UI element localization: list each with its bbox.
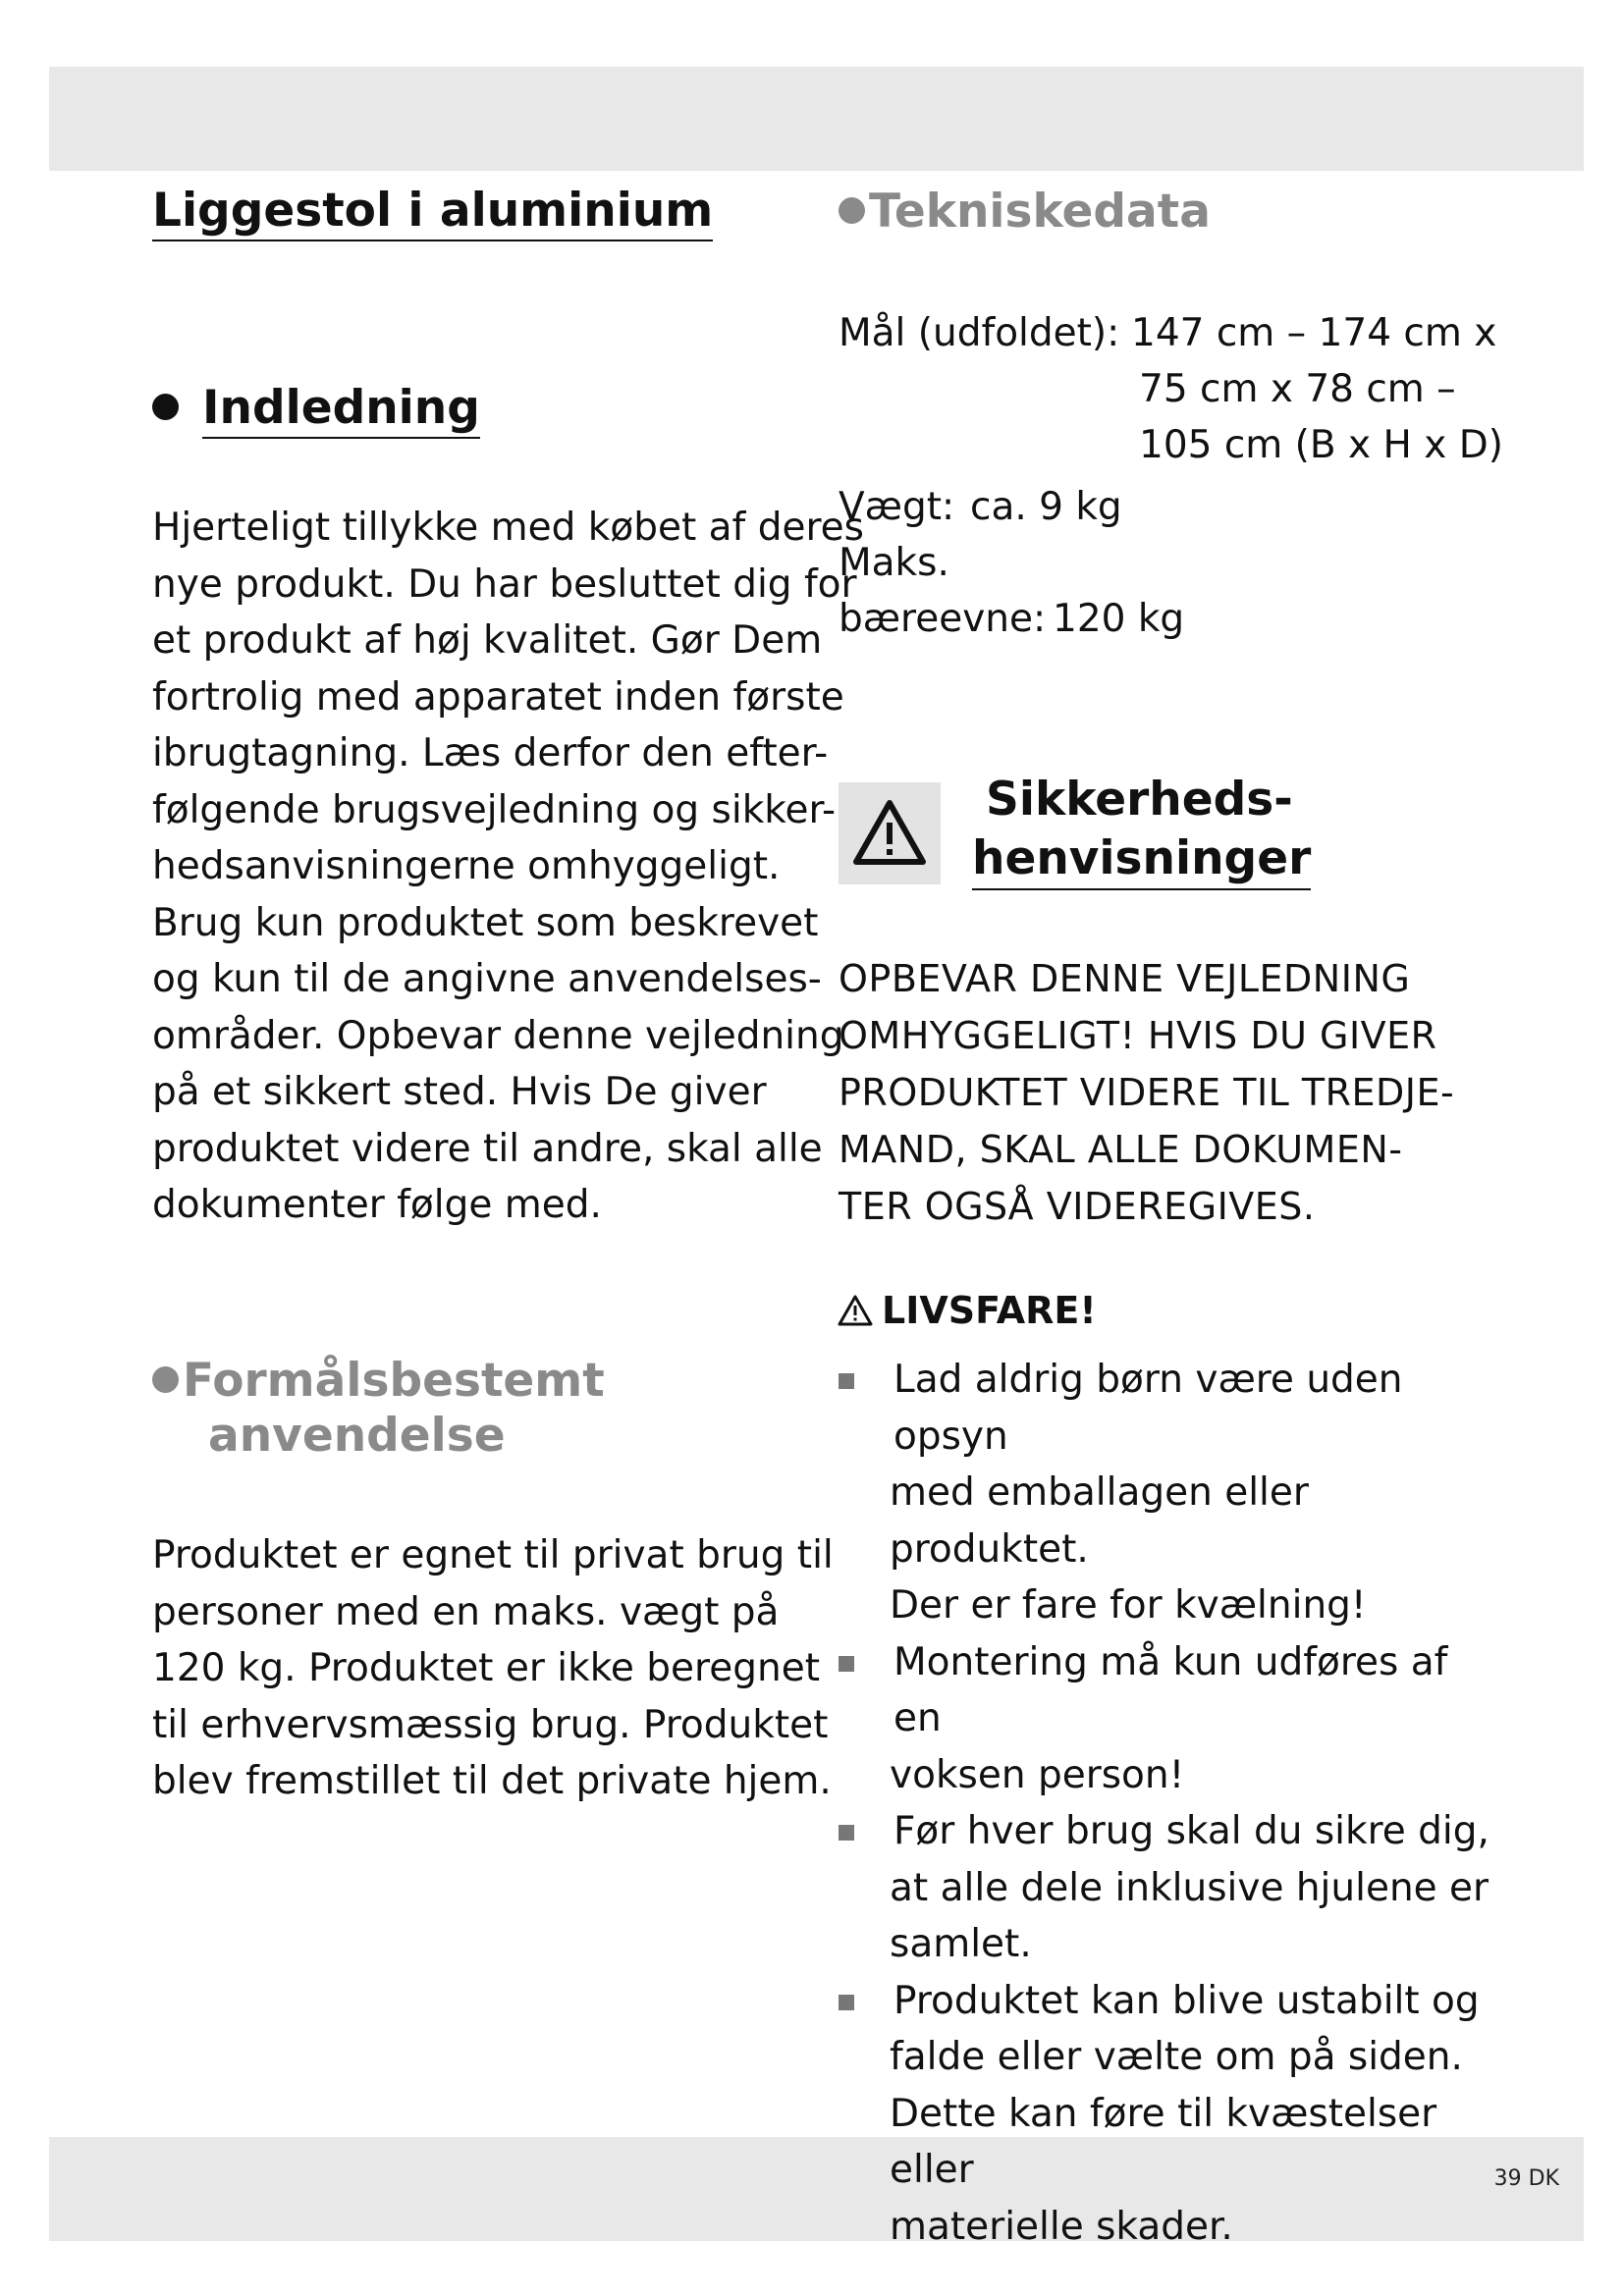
intended-use-text-line: 120 kg. Produktet er ikke beregnet	[152, 1646, 820, 1690]
spec-dimensions-line3: 105 cm (B x H x D)	[1139, 423, 1503, 467]
danger-label	[837, 1289, 1097, 1332]
spec-dimensions-line2: 75 cm x 78 cm –	[1139, 367, 1456, 411]
technical-data-heading	[839, 185, 1211, 240]
document-title: Liggestol i aluminium	[152, 185, 713, 241]
intro-text-line: fortrolig med apparatet inden første	[152, 674, 844, 720]
intended-use-paragraph	[152, 1527, 834, 1810]
warning-box	[839, 782, 941, 884]
intro-paragraph	[152, 500, 864, 1234]
safety-bullet-line: samlet.	[890, 1922, 1032, 1966]
intro-text-line: dokumenter følge med.	[152, 1183, 602, 1227]
square-bullet-icon	[839, 1373, 854, 1389]
safety-bullet-line: Lad aldrig børn være uden opsyn	[893, 1358, 1403, 1459]
technical-data-heading-label: Tekniskedata	[869, 185, 1211, 239]
intro-text-line: Brug kun produktet som beskrevet	[152, 900, 819, 945]
intro-text-line: Hjerteligt tillykke med købet af deres	[152, 506, 864, 550]
intro-text-line: følgende brugsvejledning og sikker-	[152, 787, 837, 832]
safety-notice-line: PRODUKTET VIDERE TIL TREDJE-	[839, 1071, 1455, 1114]
bullet-dot-icon	[839, 197, 865, 224]
bullet-dot-icon	[152, 1366, 179, 1393]
safety-bullet-line: at alle dele inklusive hjulene er	[890, 1865, 1489, 1910]
safety-notice	[839, 950, 1454, 1235]
safety-bullet-line: Montering må kun udføres af en	[893, 1639, 1448, 1740]
intro-text-line: og kun til de angivne anvendelses-	[152, 957, 822, 1001]
intended-use-text-line: blev fremstillet til det private hjem.	[152, 1759, 832, 1803]
safety-bullet-line: falde eller vælte om på siden.	[890, 2035, 1463, 2079]
intro-text-line: ibrugtagning. Læs derfor den efter-	[152, 731, 829, 775]
spec-capacity-label1: Maks.	[839, 541, 949, 585]
intended-use-text-line: personer med en maks. vægt på	[152, 1589, 780, 1634]
warning-triangle-icon	[852, 798, 927, 867]
safety-notice-line: MAND, SKAL ALLE DOKUMEN-	[839, 1128, 1403, 1171]
safety-notice-line: OPBEVAR DENNE VEJLEDNING	[839, 957, 1411, 1000]
safety-bullet-list	[839, 1352, 1506, 2255]
warning-triangle-icon	[837, 1294, 874, 1327]
square-bullet-icon	[839, 1995, 854, 2010]
intended-use-text-line: til erhvervsmæssig brug. Produktet	[152, 1702, 829, 1747]
safety-bullet-line: materielle skader.	[890, 2204, 1233, 2249]
intro-text-line: et produkt af høj kvalitet. Gør Dem	[152, 618, 823, 663]
intended-use-text-line: Produktet er egnet til privat brug til	[152, 1533, 834, 1577]
page-number: 39 DK	[1493, 2166, 1559, 2191]
safety-bullet-line: Dette kan føre til kvæstelser eller	[890, 2091, 1437, 2192]
spec-capacity-value: 120 kg	[1053, 597, 1185, 641]
safety-notice-line: OMHYGGELIGT! HVIS DU GIVER	[839, 1014, 1437, 1057]
bullet-dot-icon	[152, 394, 179, 420]
intended-use-heading-line2: anvendelse	[208, 1409, 506, 1464]
spec-capacity-label2: bæreevne:	[839, 597, 1047, 641]
spec-dimensions-line1: 147 cm – 174 cm x	[1131, 311, 1497, 355]
safety-bullet-line: Der er fare for kvælning!	[890, 1583, 1367, 1628]
square-bullet-icon	[839, 1656, 854, 1672]
safety-heading-line2: henvisninger	[972, 829, 1311, 890]
safety-bullet-line: med emballagen eller produktet.	[890, 1470, 1309, 1572]
intro-heading	[152, 381, 480, 436]
safety-bullet-line: Før hver brug skal du sikre dig,	[893, 1809, 1489, 1853]
header-band	[49, 67, 1584, 171]
safety-heading	[972, 771, 1311, 890]
spec-weight-label: Vægt:	[839, 485, 955, 529]
safety-bullet-item	[839, 1634, 1506, 1804]
safety-bullet-item	[839, 1973, 1506, 2256]
safety-bullet-item	[839, 1352, 1506, 1634]
intended-use-heading	[152, 1354, 605, 1465]
safety-notice-line: TER OGSÅ VIDEREGIVES.	[839, 1185, 1316, 1228]
safety-bullet-line: Produktet kan blive ustabilt og	[893, 1978, 1480, 2023]
square-bullet-icon	[839, 1825, 854, 1841]
intro-text-line: på et sikkert sted. Hvis De giver	[152, 1070, 767, 1114]
intro-text-line: nye produkt. Du har besluttet dig for	[152, 561, 857, 607]
spec-dimensions-label: Mål (udfoldet):	[839, 311, 1120, 355]
intended-use-heading-line1: Formålsbestemt	[183, 1354, 605, 1408]
danger-label-text: LIVSFARE!	[882, 1289, 1097, 1332]
safety-heading-line1: Sikkerheds-	[986, 773, 1293, 827]
intro-heading-label: Indledning	[202, 381, 480, 439]
spec-weight-value: ca. 9 kg	[970, 485, 1122, 529]
intro-text-line: produktet videre til andre, skal alle	[152, 1126, 823, 1171]
intro-text-line: hedsanvisningerne omhyggeligt.	[152, 844, 781, 888]
safety-bullet-line: voksen person!	[890, 1752, 1185, 1797]
safety-bullet-item	[839, 1803, 1506, 1973]
intro-text-line: områder. Opbevar denne vejledning	[152, 1013, 844, 1058]
